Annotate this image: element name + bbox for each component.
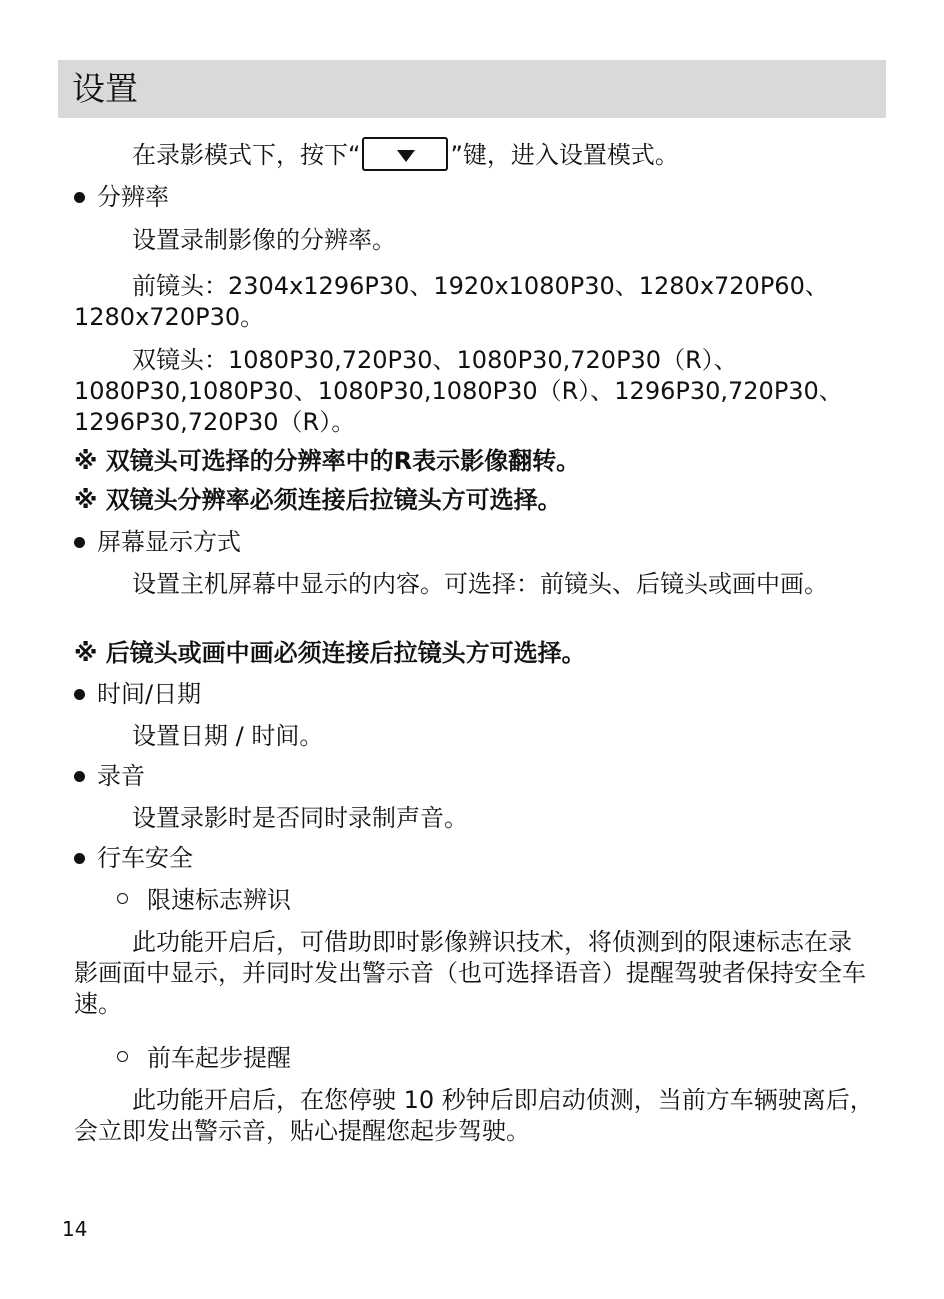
screen-mode-desc: 设置主机屏幕中显示的内容。可选择：前镜头、后镜头或画中画。 — [132, 570, 828, 598]
resolution-note-1: ※ 双镜头可选择的分辨率中的R表示影像翻转。 — [74, 447, 581, 475]
page-title: 设置 — [72, 69, 138, 108]
audio-heading: 录音 — [97, 762, 145, 790]
page-number: 14 — [62, 1217, 88, 1241]
speed-sign-desc: 此功能开启后，可借助即时影像辨识技术，将侦测到的限速标志在录影画面中显示，并同时发出警示音（也可选择语音）提醒驾驶者保持安全车速。 — [74, 928, 866, 1018]
sub-bullet-circle-icon — [117, 893, 128, 904]
intro-text-before: 在录影模式下，按下“ — [132, 141, 361, 169]
sub-bullet-circle-icon — [117, 1051, 128, 1062]
driving-safety-heading: 行车安全 — [97, 844, 193, 872]
bullet-dot-icon — [74, 771, 85, 782]
section-header — [58, 60, 886, 118]
audio-desc: 设置录影时是否同时录制声音。 — [132, 804, 468, 832]
bullet-dot-icon — [74, 689, 85, 700]
resolution-note-2: ※ 双镜头分辨率必须连接后拉镜头方可选择。 — [74, 486, 562, 514]
front-car-heading: 前车起步提醒 — [147, 1044, 291, 1072]
bullet-dot-icon — [74, 192, 85, 203]
datetime-desc: 设置日期 / 时间。 — [132, 722, 324, 750]
bullet-dot-icon — [74, 537, 85, 548]
down-arrow-key-icon — [362, 137, 448, 171]
bullet-dot-icon — [74, 853, 85, 864]
intro-line — [132, 140, 679, 171]
datetime-heading: 时间/日期 — [97, 680, 202, 708]
screen-mode-note: ※ 后镜头或画中画必须连接后拉镜头方可选择。 — [74, 639, 586, 667]
resolution-heading: 分辨率 — [97, 183, 169, 211]
resolution-dual: 双镜头：1080P30,720P30、1080P30,720P30（R）、1080P30,1080P30、1080P30,1080P30（R）、1296P30,720P30、1296P30,720P30（R）。 — [74, 346, 843, 436]
front-car-desc: 此功能开启后，在您停驶 10 秒钟后即启动侦测，当前方车辆驶离后，会立即发出警示音，贴心提醒您起步驾驶。 — [74, 1086, 874, 1145]
intro-text-after: ”键，进入设置模式。 — [450, 141, 679, 169]
screen-mode-heading: 屏幕显示方式 — [97, 528, 241, 556]
speed-sign-heading: 限速标志辨识 — [147, 886, 291, 914]
resolution-front: 前镜头：2304x1296P30、1920x1080P30、1280x720P60、1280x720P30。 — [74, 272, 829, 331]
resolution-desc: 设置录制影像的分辨率。 — [132, 226, 396, 254]
